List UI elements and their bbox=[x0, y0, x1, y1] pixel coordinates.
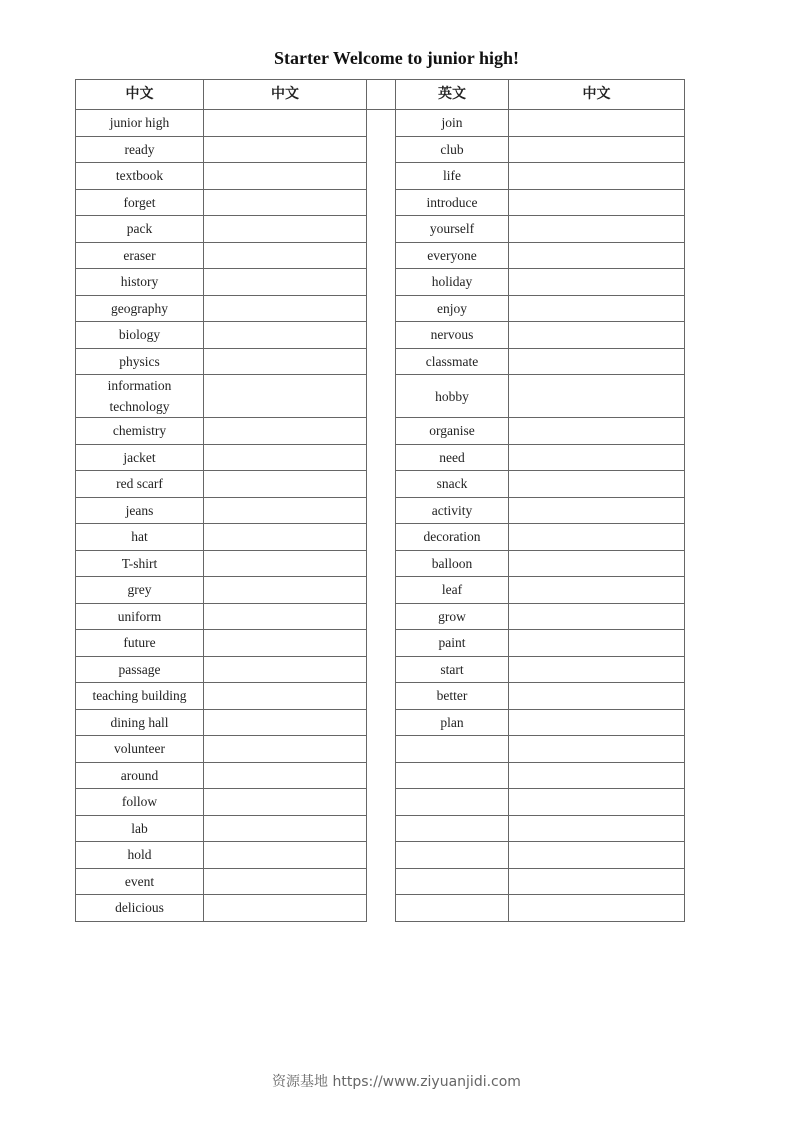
gap-cell bbox=[367, 269, 396, 296]
gap-cell bbox=[367, 163, 396, 190]
right-word-cell: grow bbox=[396, 603, 509, 630]
left-word-cell: physics bbox=[76, 348, 204, 375]
gap-cell bbox=[367, 683, 396, 710]
table-row bbox=[76, 216, 685, 243]
left-answer-cell[interactable] bbox=[204, 497, 367, 524]
table-row bbox=[76, 163, 685, 190]
left-word-cell: volunteer bbox=[76, 736, 204, 763]
right-word-cell: activity bbox=[396, 497, 509, 524]
header-right-word: 英文 bbox=[396, 80, 509, 110]
left-answer-cell[interactable] bbox=[204, 815, 367, 842]
right-answer-cell[interactable] bbox=[509, 683, 685, 710]
left-answer-cell[interactable] bbox=[204, 895, 367, 922]
right-word-cell: snack bbox=[396, 471, 509, 498]
gap-cell bbox=[367, 789, 396, 816]
table-row bbox=[76, 577, 685, 604]
table-row bbox=[76, 789, 685, 816]
left-word-cell: information technology bbox=[76, 375, 204, 418]
right-answer-cell[interactable] bbox=[509, 471, 685, 498]
left-answer-cell[interactable] bbox=[204, 736, 367, 763]
right-answer-cell[interactable] bbox=[509, 895, 685, 922]
left-answer-cell[interactable] bbox=[204, 163, 367, 190]
left-word-cell: ready bbox=[76, 136, 204, 163]
gap-cell bbox=[367, 736, 396, 763]
right-word-cell: enjoy bbox=[396, 295, 509, 322]
left-answer-cell[interactable] bbox=[204, 189, 367, 216]
gap-cell bbox=[367, 216, 396, 243]
table-row bbox=[76, 630, 685, 657]
gap-cell bbox=[367, 242, 396, 269]
left-answer-cell[interactable] bbox=[204, 524, 367, 551]
gap-cell bbox=[367, 295, 396, 322]
left-word-cell: red scarf bbox=[76, 471, 204, 498]
header-row bbox=[76, 80, 685, 110]
header-gap bbox=[367, 80, 396, 110]
right-answer-cell[interactable] bbox=[509, 656, 685, 683]
right-word-cell: life bbox=[396, 163, 509, 190]
right-word-cell: start bbox=[396, 656, 509, 683]
right-word-cell bbox=[396, 736, 509, 763]
right-word-cell bbox=[396, 895, 509, 922]
left-word-cell: T-shirt bbox=[76, 550, 204, 577]
table-row bbox=[76, 136, 685, 163]
left-answer-cell[interactable] bbox=[204, 136, 367, 163]
right-answer-cell[interactable] bbox=[509, 269, 685, 296]
table-row bbox=[76, 550, 685, 577]
footer-watermark: 资源基地 https://www.ziyuanjidi.com bbox=[272, 1074, 521, 1090]
table-row bbox=[76, 815, 685, 842]
right-answer-cell[interactable] bbox=[509, 762, 685, 789]
left-word-cell: jeans bbox=[76, 497, 204, 524]
right-answer-cell[interactable] bbox=[509, 136, 685, 163]
left-answer-cell[interactable] bbox=[204, 216, 367, 243]
table-row bbox=[76, 471, 685, 498]
table-row bbox=[76, 269, 685, 296]
left-answer-cell[interactable] bbox=[204, 295, 367, 322]
gap-cell bbox=[367, 524, 396, 551]
left-answer-cell[interactable] bbox=[204, 110, 367, 137]
left-answer-cell[interactable] bbox=[204, 683, 367, 710]
right-answer-cell[interactable] bbox=[509, 789, 685, 816]
left-word-cell: chemistry bbox=[76, 418, 204, 445]
right-word-cell bbox=[396, 868, 509, 895]
left-answer-cell[interactable] bbox=[204, 577, 367, 604]
left-word-cell: passage bbox=[76, 656, 204, 683]
gap-cell bbox=[367, 497, 396, 524]
header-left-answer: 中文 bbox=[204, 80, 367, 110]
left-word-cell: history bbox=[76, 269, 204, 296]
left-answer-cell[interactable] bbox=[204, 242, 367, 269]
right-answer-cell[interactable] bbox=[509, 348, 685, 375]
right-answer-cell[interactable] bbox=[509, 497, 685, 524]
left-word-cell: hold bbox=[76, 842, 204, 869]
right-answer-cell[interactable] bbox=[509, 242, 685, 269]
left-word-cell: teaching building bbox=[76, 683, 204, 710]
gap-cell bbox=[367, 375, 396, 418]
table-row bbox=[76, 295, 685, 322]
right-answer-cell[interactable] bbox=[509, 295, 685, 322]
right-answer-cell[interactable] bbox=[509, 709, 685, 736]
left-answer-cell[interactable] bbox=[204, 630, 367, 657]
table-row bbox=[76, 842, 685, 869]
left-word-cell: textbook bbox=[76, 163, 204, 190]
right-word-cell bbox=[396, 789, 509, 816]
table-row bbox=[76, 895, 685, 922]
gap-cell bbox=[367, 418, 396, 445]
left-word-cell: around bbox=[76, 762, 204, 789]
left-word-cell: biology bbox=[76, 322, 204, 349]
left-answer-cell[interactable] bbox=[204, 444, 367, 471]
left-answer-cell[interactable] bbox=[204, 789, 367, 816]
right-word-cell: holiday bbox=[396, 269, 509, 296]
gap-cell bbox=[367, 895, 396, 922]
left-word-cell: event bbox=[76, 868, 204, 895]
left-answer-cell[interactable] bbox=[204, 269, 367, 296]
left-word-cell: follow bbox=[76, 789, 204, 816]
page-title: Starter Welcome to junior high! bbox=[274, 48, 519, 68]
gap-cell bbox=[367, 189, 396, 216]
left-word-cell: geography bbox=[76, 295, 204, 322]
right-answer-cell[interactable] bbox=[509, 444, 685, 471]
left-answer-cell[interactable] bbox=[204, 842, 367, 869]
table-row bbox=[76, 868, 685, 895]
left-answer-cell[interactable] bbox=[204, 348, 367, 375]
left-word-cell: forget bbox=[76, 189, 204, 216]
left-answer-cell[interactable] bbox=[204, 322, 367, 349]
table-row bbox=[76, 348, 685, 375]
gap-cell bbox=[367, 762, 396, 789]
right-answer-cell[interactable] bbox=[509, 577, 685, 604]
gap-cell bbox=[367, 603, 396, 630]
header-right-answer: 中文 bbox=[509, 80, 685, 110]
right-word-cell: paint bbox=[396, 630, 509, 657]
right-answer-cell[interactable] bbox=[509, 550, 685, 577]
right-word-cell bbox=[396, 842, 509, 869]
table-row bbox=[76, 189, 685, 216]
table-row bbox=[76, 656, 685, 683]
right-word-cell: everyone bbox=[396, 242, 509, 269]
left-word-cell: future bbox=[76, 630, 204, 657]
table-row bbox=[76, 762, 685, 789]
gap-cell bbox=[367, 709, 396, 736]
header-left-word: 中文 bbox=[76, 80, 204, 110]
table-row bbox=[76, 418, 685, 445]
right-word-cell: hobby bbox=[396, 375, 509, 418]
left-answer-cell[interactable] bbox=[204, 603, 367, 630]
gap-cell bbox=[367, 444, 396, 471]
right-answer-cell[interactable] bbox=[509, 189, 685, 216]
right-word-cell: join bbox=[396, 110, 509, 137]
table-row bbox=[76, 709, 685, 736]
table-row bbox=[76, 736, 685, 763]
right-word-cell bbox=[396, 762, 509, 789]
gap-cell bbox=[367, 815, 396, 842]
left-answer-cell[interactable] bbox=[204, 418, 367, 445]
left-word-cell: eraser bbox=[76, 242, 204, 269]
right-answer-cell[interactable] bbox=[509, 524, 685, 551]
right-answer-cell[interactable] bbox=[509, 322, 685, 349]
right-answer-cell[interactable] bbox=[509, 375, 685, 418]
right-word-cell: need bbox=[396, 444, 509, 471]
gap-cell bbox=[367, 550, 396, 577]
right-answer-cell[interactable] bbox=[509, 216, 685, 243]
right-word-cell: better bbox=[396, 683, 509, 710]
right-answer-cell[interactable] bbox=[509, 815, 685, 842]
left-answer-cell[interactable] bbox=[204, 550, 367, 577]
right-word-cell: plan bbox=[396, 709, 509, 736]
left-answer-cell[interactable] bbox=[204, 762, 367, 789]
right-word-cell: nervous bbox=[396, 322, 509, 349]
left-answer-cell[interactable] bbox=[204, 868, 367, 895]
left-word-cell: grey bbox=[76, 577, 204, 604]
gap-cell bbox=[367, 842, 396, 869]
table-row bbox=[76, 375, 685, 418]
left-word-cell: hat bbox=[76, 524, 204, 551]
left-word-cell: uniform bbox=[76, 603, 204, 630]
right-answer-cell[interactable] bbox=[509, 868, 685, 895]
right-answer-cell[interactable] bbox=[509, 110, 685, 137]
right-word-cell bbox=[396, 815, 509, 842]
right-answer-cell[interactable] bbox=[509, 418, 685, 445]
gap-cell bbox=[367, 322, 396, 349]
right-word-cell: introduce bbox=[396, 189, 509, 216]
gap-cell bbox=[367, 348, 396, 375]
table-row bbox=[76, 242, 685, 269]
gap-cell bbox=[367, 630, 396, 657]
vocabulary-table bbox=[75, 79, 685, 922]
right-word-cell: yourself bbox=[396, 216, 509, 243]
left-answer-cell[interactable] bbox=[204, 375, 367, 418]
gap-cell bbox=[367, 471, 396, 498]
table-row bbox=[76, 603, 685, 630]
left-answer-cell[interactable] bbox=[204, 709, 367, 736]
left-word-cell: lab bbox=[76, 815, 204, 842]
left-answer-cell[interactable] bbox=[204, 471, 367, 498]
table-row bbox=[76, 444, 685, 471]
right-answer-cell[interactable] bbox=[509, 842, 685, 869]
right-answer-cell[interactable] bbox=[509, 603, 685, 630]
gap-cell bbox=[367, 136, 396, 163]
left-word-cell: pack bbox=[76, 216, 204, 243]
table-row bbox=[76, 524, 685, 551]
table-row bbox=[76, 110, 685, 137]
table-row bbox=[76, 322, 685, 349]
right-answer-cell[interactable] bbox=[509, 736, 685, 763]
right-word-cell: leaf bbox=[396, 577, 509, 604]
right-word-cell: classmate bbox=[396, 348, 509, 375]
left-word-cell: delicious bbox=[76, 895, 204, 922]
left-word-cell: jacket bbox=[76, 444, 204, 471]
table-row bbox=[76, 497, 685, 524]
left-word-cell: junior high bbox=[76, 110, 204, 137]
left-word-cell: dining hall bbox=[76, 709, 204, 736]
gap-cell bbox=[367, 110, 396, 137]
gap-cell bbox=[367, 656, 396, 683]
right-answer-cell[interactable] bbox=[509, 163, 685, 190]
right-answer-cell[interactable] bbox=[509, 630, 685, 657]
left-answer-cell[interactable] bbox=[204, 656, 367, 683]
table-row bbox=[76, 683, 685, 710]
right-word-cell: club bbox=[396, 136, 509, 163]
right-word-cell: balloon bbox=[396, 550, 509, 577]
right-word-cell: decoration bbox=[396, 524, 509, 551]
gap-cell bbox=[367, 868, 396, 895]
gap-cell bbox=[367, 577, 396, 604]
right-word-cell: organise bbox=[396, 418, 509, 445]
